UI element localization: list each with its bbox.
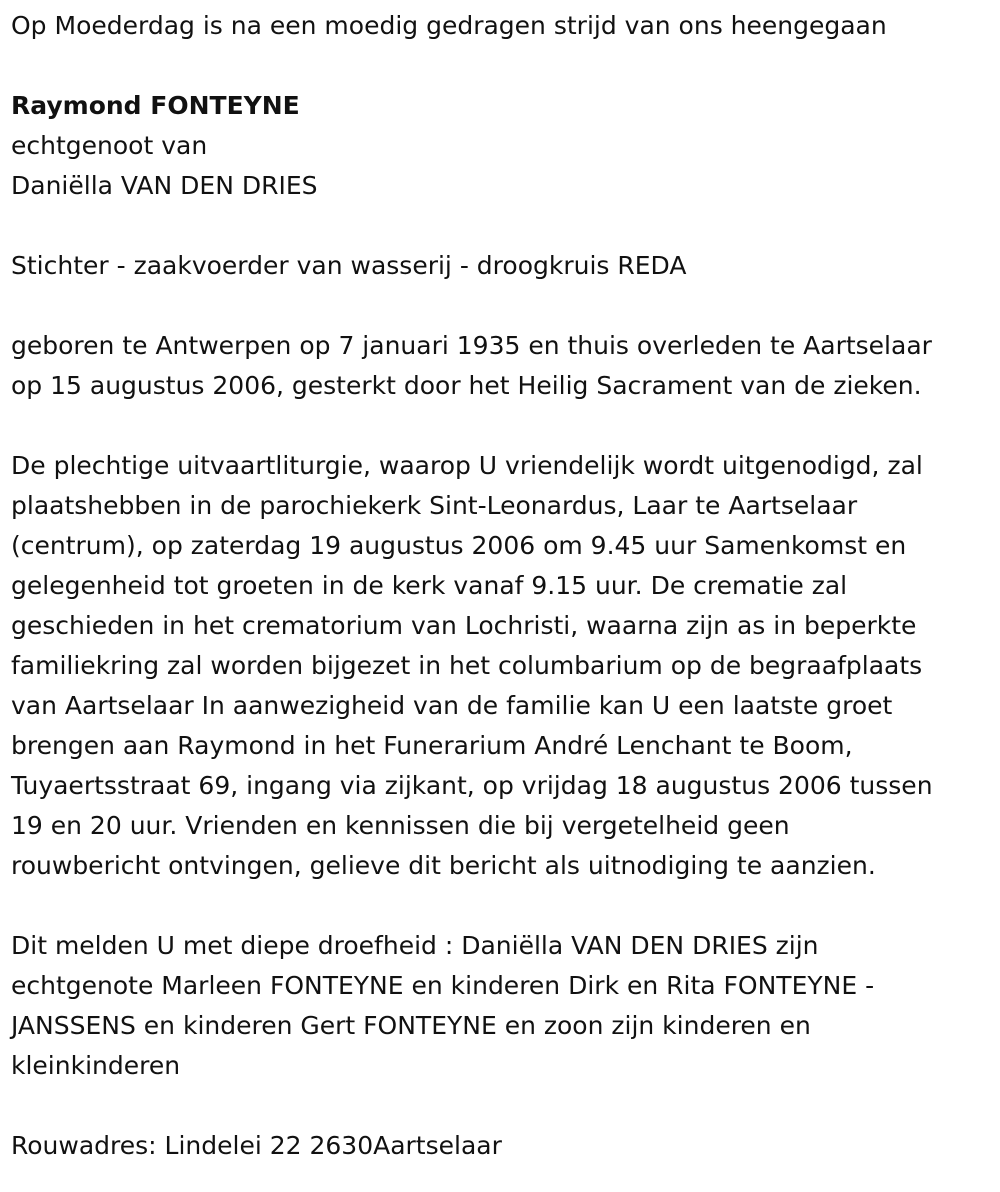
funeral-line: plaatshebben in de parochiekerk Sint-Leonardus, Laar te Aartselaar [11,491,858,520]
family-line: echtgenote Marleen FONTEYNE en kinderen Dirk en Rita FONTEYNE - [11,971,875,1000]
funeral-line: rouwbericht ontvingen, gelieve dit bericht als uitnodiging te aanzien. [11,851,876,880]
funeral-line: gelegenheid tot groeten in de kerk vanaf 9.15 uur. De crematie zal [11,571,848,600]
funeral-line: geschieden in het crematorium van Lochristi, waarna zijn as in beperkte [11,611,917,640]
deceased-name: Raymond FONTEYNE [11,91,300,120]
funeral-line: 19 en 20 uur. Vrienden en kennissen die bij vergetelheid geen [11,811,790,840]
birth-death-line: op 15 augustus 2006, gesterkt door het Heilig Sacrament van de zieken. [11,371,922,400]
family-line: kleinkinderen [11,1051,181,1080]
family-paragraph [11,926,1000,1086]
occupation-text: Stichter - zaakvoerder van wasserij - droogkruis REDA [11,251,687,280]
spouse-name: Daniëlla VAN DEN DRIES [11,171,318,200]
intro-text: Op Moederdag is na een moedig gedragen strijd van ons heengegaan [11,11,887,40]
funeral-line: (centrum), op zaterdag 19 augustus 2006 om 9.45 uur Samenkomst en [11,531,907,560]
birth-death-line: geboren te Antwerpen op 7 januari 1935 en thuis overleden te Aartselaar [11,331,932,360]
funeral-line: van Aartselaar In aanwezigheid van de familie kan U een laatste groet [11,691,893,720]
funeral-paragraph [11,446,1000,886]
funeral-line: Tuyaertsstraat 69, ingang via zijkant, op vrijdag 18 augustus 2006 tussen [11,771,933,800]
funeral-line: De plechtige uitvaartliturgie, waarop U vriendelijk wordt uitgenodigd, zal [11,451,923,480]
mourning-address: Rouwadres: Lindelei 22 2630Aartselaar [11,1131,502,1160]
relation-text: echtgenoot van [11,131,208,160]
funeral-line: familiekring zal worden bijgezet in het columbarium op de begraafplaats [11,651,923,680]
family-line: JANSSENS en kinderen Gert FONTEYNE en zoon zijn kinderen en [11,1011,811,1040]
funeral-line: brengen aan Raymond in het Funerarium André Lenchant te Boom, [11,731,853,760]
birth-death-paragraph [11,326,1000,406]
family-line: Dit melden U met diepe droefheid : Daniëlla VAN DEN DRIES zijn [11,931,819,960]
